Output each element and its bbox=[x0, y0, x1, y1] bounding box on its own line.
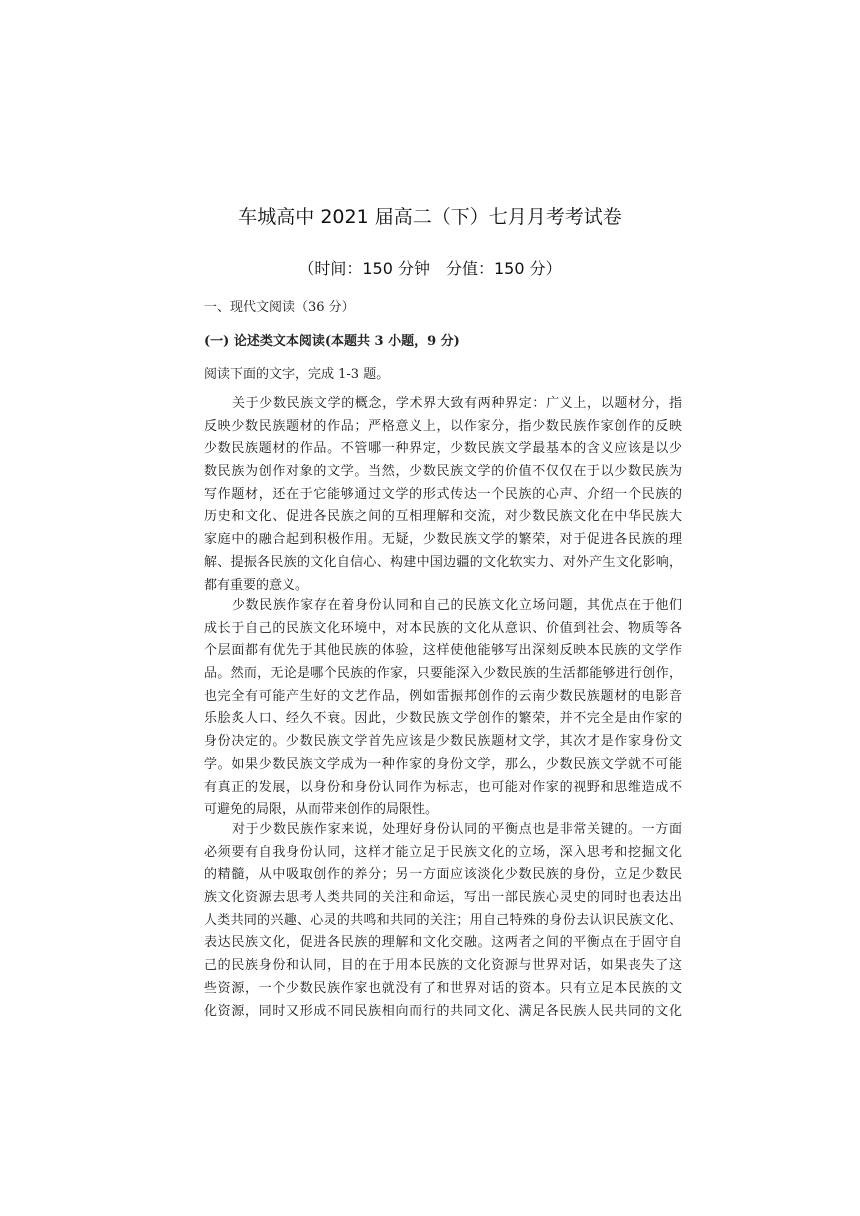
text-line: 化资源，同时又形成不同民族相向而行的共同文化、满足各民族人民共同的文化 bbox=[204, 1003, 682, 1019]
text-line: 也完全有可能产生好的文艺作品，例如雷振邦创作的云南少数民族题材的电影音 bbox=[204, 688, 682, 704]
text-line: 数民族为创作对象的文学。当然，少数民族文学的价值不仅仅在于以少数民族为 bbox=[204, 464, 682, 480]
text-line: 必须要有自我身份认同，这样才能立足于民族文化的立场，深入思考和挖掘文化 bbox=[204, 844, 682, 860]
text-line: 身份决定的。少数民族文学首先应该是少数民族题材文学，其次才是作家身份文 bbox=[204, 734, 682, 750]
exam-title: 车城高中 2021 届高二（下）七月月考考试卷 bbox=[238, 206, 622, 228]
passage-paragraph-3 bbox=[204, 819, 682, 1023]
text-line: 少数民族作家存在着身份认同和自己的民族文化立场问题，其优点在于他们 bbox=[232, 598, 682, 613]
text-line: 解、提振各民族的文化自信心、构建中国边疆的文化软实力、对外产生文化影响， bbox=[204, 554, 682, 570]
text-line: 人类共同的兴趣、心灵的共鸣和共同的关注；用自己特殊的身份去认识民族文化、 bbox=[204, 912, 682, 928]
text-line: 都有重要的意义。 bbox=[204, 577, 309, 593]
text-line: 己的民族身份和认同，目的在于用本民族的文化资源与世界对话，如果丧失了这 bbox=[204, 958, 682, 974]
passage-paragraph-1 bbox=[204, 393, 682, 597]
text-line: 反映少数民族题材的作品；严格意义上，以作家分，指少数民族作家创作的反映 bbox=[204, 418, 682, 434]
text-line: 个层面都有优先于其他民族的体验，这样使他能够写出深刻反映本民族的文学作 bbox=[204, 643, 682, 659]
text-line: 少数民族题材的作品。不管哪一种界定，少数民族文学最基本的含义应该是以少 bbox=[204, 441, 682, 457]
text-line: 家庭中的融合起到积极作用。无疑，少数民族文学的繁荣，对于促进各民族的理 bbox=[204, 532, 682, 548]
text-line: 乐脍炙人口、经久不衰。因此，少数民族文学创作的繁荣，并不完全是由作家的 bbox=[204, 711, 682, 727]
subsection-heading: (一) 论述类文本阅读(本题共 3 小题，9 分) bbox=[204, 334, 460, 349]
text-line: 可避免的局限，从而带来创作的局限性。 bbox=[204, 802, 439, 818]
text-line: 成长于自己的民族文化环境中，对本民族的文化从意识、价值到社会、物质等各 bbox=[204, 620, 682, 636]
reading-instruction: 阅读下面的文字，完成 1-3 题。 bbox=[204, 367, 390, 382]
text-line: 历史和文化、促进各民族之间的互相理解和交流，对少数民族文化在中华民族大 bbox=[204, 509, 682, 525]
text-line: 学。如果少数民族文学成为一种作家的身份文学，那么，少数民族文学就不可能 bbox=[204, 756, 682, 772]
text-line: 有真正的发展，以身份和身份认同作为标志，也可能对作家的视野和思维造成不 bbox=[204, 779, 682, 795]
text-line: 品。然而，无论是哪个民族的作家，只要能深入少数民族的生活都能够进行创作， bbox=[204, 666, 682, 682]
section-heading: 一、现代文阅读（36 分） bbox=[204, 300, 355, 315]
passage-paragraph-2 bbox=[204, 595, 682, 822]
text-line: 些资源，一个少数民族作家也就没有了和世界对话的资本。只有立足本民族的文 bbox=[204, 980, 682, 996]
text-line: 表达民族文化，促进各民族的理解和文化交融。这两者之间的平衡点在于固守自 bbox=[204, 935, 682, 951]
exam-subtitle: （时间：150 分钟 分值：150 分） bbox=[298, 259, 562, 278]
text-line: 的精髓，从中吸取创作的养分；另一方面应该淡化少数民族的身份，立足少数民 bbox=[204, 867, 682, 883]
text-line: 对于少数民族作家来说，处理好身份认同的平衡点也是非常关键的。一方面 bbox=[232, 822, 682, 837]
text-line: 族文化资源去思考人类共同的关注和命运，写出一部民族心灵史的同时也表达出 bbox=[204, 890, 682, 906]
text-line: 关于少数民族文学的概念，学术界大致有两种界定：广义上，以题材分，指 bbox=[232, 396, 682, 411]
text-line: 写作题材，还在于它能够通过文学的形式传达一个民族的心声、介绍一个民族的 bbox=[204, 486, 682, 502]
